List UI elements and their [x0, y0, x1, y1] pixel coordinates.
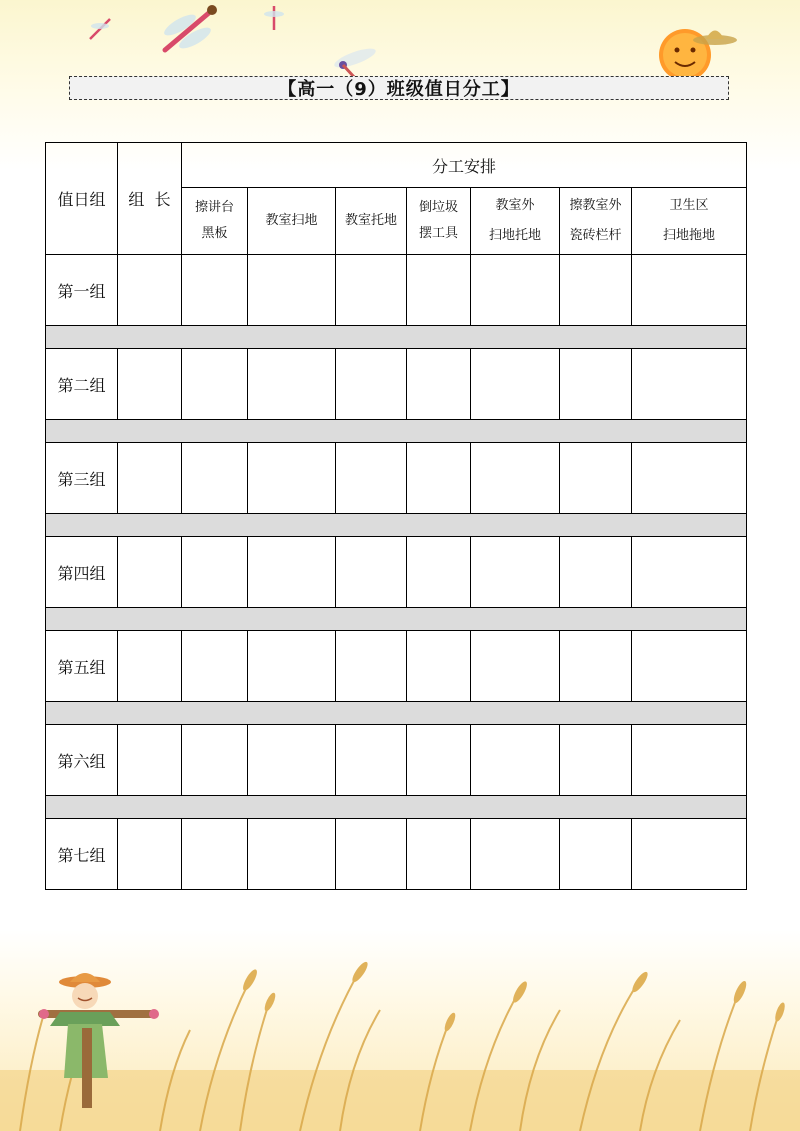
task-cell[interactable]: [248, 819, 336, 890]
task-cell[interactable]: [248, 537, 336, 608]
leader-cell[interactable]: [118, 349, 182, 420]
separator-row: [46, 420, 747, 443]
table-row: [46, 255, 747, 326]
task-cell[interactable]: [471, 255, 560, 326]
group-label: 第三组: [46, 443, 118, 514]
col-header-tasks: 分工安排: [182, 143, 747, 188]
task-cell[interactable]: [407, 255, 471, 326]
leader-cell[interactable]: [118, 631, 182, 702]
task-cell[interactable]: [560, 631, 632, 702]
task-cell[interactable]: [336, 725, 407, 796]
task-cell[interactable]: [632, 349, 747, 420]
task-cell[interactable]: [471, 537, 560, 608]
task-cell[interactable]: [632, 443, 747, 514]
leader-cell[interactable]: [118, 537, 182, 608]
group-label: 第七组: [46, 819, 118, 890]
task-cell[interactable]: [182, 537, 248, 608]
task-cell[interactable]: [632, 725, 747, 796]
separator-row: [46, 514, 747, 537]
leader-cell[interactable]: [118, 255, 182, 326]
task-cell[interactable]: [560, 725, 632, 796]
task-header-6: 擦教室外 瓷砖栏杆: [560, 188, 632, 255]
separator-row: [46, 702, 747, 725]
page-title-text: 【高一（9）班级值日分工】: [278, 79, 520, 100]
task-cell[interactable]: [182, 819, 248, 890]
task-header-4: 倒垃圾 摆工具: [407, 188, 471, 255]
task-header-3: 教室托地: [336, 188, 407, 255]
task-header-1: 擦讲台 黑板: [182, 188, 248, 255]
task-cell[interactable]: [560, 443, 632, 514]
task-cell[interactable]: [336, 537, 407, 608]
task-header-7: 卫生区 扫地拖地: [632, 188, 747, 255]
group-label: 第四组: [46, 537, 118, 608]
task-cell[interactable]: [182, 255, 248, 326]
task-cell[interactable]: [560, 537, 632, 608]
dragonfly-small-illustration: [85, 14, 115, 44]
task-cell[interactable]: [560, 255, 632, 326]
task-cell[interactable]: [632, 537, 747, 608]
dragonfly-illustration-3: [325, 40, 385, 80]
task-header-2: 教室扫地: [248, 188, 336, 255]
task-cell[interactable]: [248, 725, 336, 796]
page-title: [69, 76, 729, 100]
task-cell[interactable]: [336, 819, 407, 890]
task-cell[interactable]: [560, 819, 632, 890]
task-cell[interactable]: [407, 443, 471, 514]
task-cell[interactable]: [182, 725, 248, 796]
leader-cell[interactable]: [118, 443, 182, 514]
dragonfly-illustration: [150, 0, 230, 60]
task-cell[interactable]: [407, 819, 471, 890]
table-row: [46, 443, 747, 514]
task-header-5: 教室外 扫地托地: [471, 188, 560, 255]
task-cell[interactable]: [632, 819, 747, 890]
duty-table: [45, 142, 747, 890]
separator-row: [46, 326, 747, 349]
task-cell[interactable]: [248, 443, 336, 514]
separator-row: [46, 608, 747, 631]
task-cell[interactable]: [471, 631, 560, 702]
task-cell[interactable]: [248, 349, 336, 420]
col-header-group: 值日组: [46, 143, 118, 255]
task-cell[interactable]: [471, 819, 560, 890]
table-row: [46, 537, 747, 608]
task-cell[interactable]: [182, 631, 248, 702]
task-cell[interactable]: [560, 349, 632, 420]
task-cell[interactable]: [336, 255, 407, 326]
task-cell[interactable]: [471, 725, 560, 796]
task-cell[interactable]: [336, 631, 407, 702]
header-row-1: [46, 143, 747, 188]
table-row: [46, 349, 747, 420]
group-label: 第二组: [46, 349, 118, 420]
task-cell[interactable]: [471, 349, 560, 420]
group-label: 第六组: [46, 725, 118, 796]
task-cell[interactable]: [632, 255, 747, 326]
dragonfly-small-illustration-2: [262, 4, 286, 32]
task-cell[interactable]: [471, 443, 560, 514]
group-label: 第一组: [46, 255, 118, 326]
col-header-leader: 组 长: [118, 143, 182, 255]
task-cell[interactable]: [632, 631, 747, 702]
task-cell[interactable]: [182, 349, 248, 420]
task-cell[interactable]: [407, 631, 471, 702]
group-label: 第五组: [46, 631, 118, 702]
leader-cell[interactable]: [118, 725, 182, 796]
scarecrow-illustration: [30, 968, 170, 1108]
separator-row: [46, 796, 747, 819]
leader-cell[interactable]: [118, 819, 182, 890]
task-cell[interactable]: [407, 349, 471, 420]
task-cell[interactable]: [248, 631, 336, 702]
task-cell[interactable]: [248, 255, 336, 326]
table-row: [46, 631, 747, 702]
task-cell[interactable]: [336, 349, 407, 420]
task-cell[interactable]: [182, 443, 248, 514]
table-row: [46, 725, 747, 796]
task-cell[interactable]: [336, 443, 407, 514]
task-cell[interactable]: [407, 537, 471, 608]
task-cell[interactable]: [407, 725, 471, 796]
table-row: [46, 819, 747, 890]
